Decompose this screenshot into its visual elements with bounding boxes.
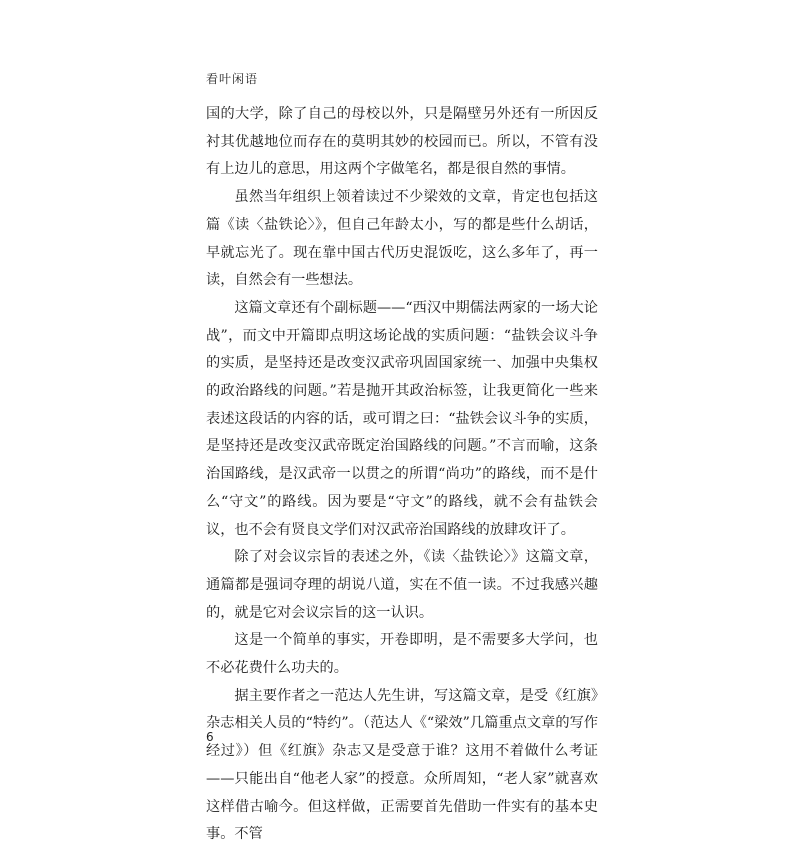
paragraph: 据主要作者之一范达人先生讲，写这篇文章，是受《红旗》杂志相关人员的“特约”。（范达人《“梁效”几篇重点文章的写作经过》）但《红旗》杂志又是受意于谁？这用不着做什么考证——只能出自“他老人家”的授意。众所周知，“老人家”就喜欢这样借古喻今。但这样做，正需要首先借助一件实有的基本史事。不管: [206, 687, 598, 843]
page-number: 6: [206, 730, 214, 744]
paragraph: 除了对会议宗旨的表述之外，《读〈盐铁论〉》这篇文章，通篇都是强词夺理的胡说八道，实在不值一读。不过我感兴趣的，就是它对会议宗旨的这一认识。: [206, 549, 598, 621]
paragraph-continued: 国的大学，除了自己的母校以外，只是隔壁另外还有一所因反衬其优越地位而存在的莫明其妙的校园而已。所以，不管有没有上边儿的意思，用这两个字做笔名，都是很自然的事情。: [206, 106, 598, 178]
paragraph: 这篇文章还有个副标题——“西汉中期儒法两家的一场大论战”，而文中开篇即点明这场论战的实质问题：“盐铁会议斗争的实质，是坚持还是改变汉武帝巩固国家统一、加强中央集权的政治路线的问题。”若是抛开其政治标签，让我更简化一些来表述这段话的内容的话，或可谓之曰：“盐铁会议斗争的实质，是坚持还是改变汉武帝既定治国路线的问题。”不言而喻，这条治国路线，是汉武帝一以贯之的所谓“尚功”的路线，而不是什么“守文”的路线。因为要是“守文”的路线，就不会有盐铁会议，也不会有贤良文学们对汉武帝治国路线的放肆攻讦了。: [206, 299, 598, 538]
running-header-title: 看叶闲语: [206, 72, 259, 86]
body-text: [206, 101, 598, 849]
paragraph: 虽然当年组织上领着读过不少梁效的文章，肯定也包括这篇《读〈盐铁论〉》，但自己年龄太小，写的都是些什么胡话，早就忘光了。现在靠中国古代历史混饭吃，这么多年了，再一读，自然会有一些想法。: [206, 189, 598, 289]
paragraph: 这是一个简单的事实，开卷即明，是不需要多大学问，也不必花费什么功夫的。: [206, 632, 598, 677]
